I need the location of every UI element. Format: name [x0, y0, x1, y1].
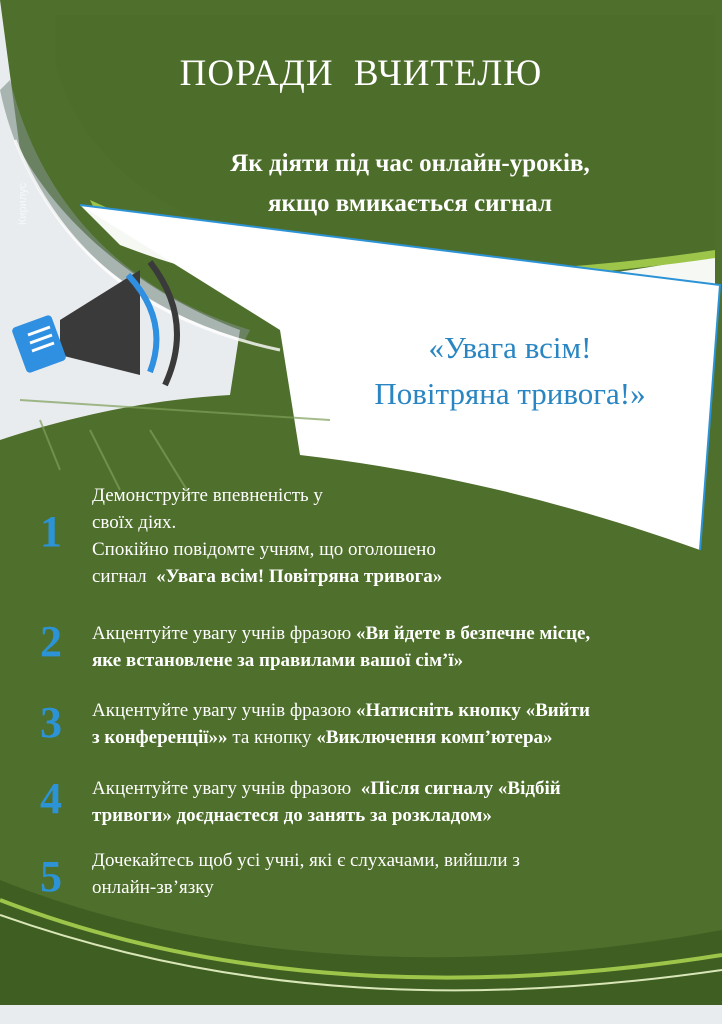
tip-text-plain: сигнал	[92, 566, 157, 587]
tip-line	[92, 802, 561, 829]
tip-number: 4	[40, 774, 62, 823]
signal-phrase	[320, 325, 700, 417]
side-word: Кирилус	[17, 182, 29, 225]
tip-text-bold: «Виключення комп’ютера»	[316, 727, 553, 748]
tip-text	[92, 847, 520, 901]
tip-text-bold: «Ви йдете в безпечне місце,	[355, 623, 591, 644]
tip-text-plain: Акцентуйте увагу учнів фразою	[92, 700, 356, 721]
tip-text	[92, 775, 561, 829]
subtitle-line-2: якщо вмикається сигнал	[268, 190, 552, 217]
tip-text-bold: «Натисніть кнопку «Вийти	[355, 700, 590, 721]
tip-text-bold: з конференції»»	[92, 727, 228, 748]
tip-text	[92, 697, 590, 751]
signal-line-2: Повітряна тривога!»	[374, 376, 646, 411]
signal-line-1: «Увага всім!	[428, 330, 592, 365]
tip-line	[92, 724, 590, 751]
tip-text-plain: Акцентуйте увагу учнів фразою	[92, 623, 356, 644]
bottom-edge	[0, 1005, 722, 1024]
tip-line	[92, 697, 590, 724]
tip-line	[92, 647, 590, 674]
tip-number: 1	[40, 507, 62, 556]
tip-number: 2	[40, 617, 62, 666]
tip-line	[92, 563, 442, 590]
tip-line	[92, 874, 520, 901]
tip-text-bold: яке встановлене за правилами вашої сім’ї»	[92, 650, 464, 671]
tip-text-plain: Акцентуйте увагу учнів фразою	[92, 778, 361, 799]
tip-text	[92, 482, 442, 590]
tip-line	[92, 509, 442, 536]
tip-text-bold: тривоги» доєднаєтеся до занять за розкладом»	[92, 805, 492, 826]
tip-text-bold: «Після сигналу «Відбій	[360, 778, 561, 799]
subtitle-line-1: Як діяти під час онлайн-уроків,	[230, 150, 590, 177]
tip-line	[92, 482, 442, 509]
tip-text-plain: Спокійно повідомте учням, що оголошено	[92, 539, 436, 560]
bottom-dark-swoosh	[0, 880, 722, 1024]
tip-text	[92, 620, 590, 674]
tip-line	[92, 847, 520, 874]
subtitle	[170, 144, 650, 224]
tip-text-bold: «Увага всім! Повітряна тривога»	[156, 566, 443, 587]
tip-text-plain: та кнопку	[227, 727, 317, 748]
tip-text-plain: Демонструйте впевненість у	[92, 485, 323, 506]
tip-text-plain: Дочекайтесь щоб усі учні, які є слухачами, вийшли з	[92, 850, 520, 871]
tip-line	[92, 620, 590, 647]
tip-text-plain: своїх діях.	[92, 512, 177, 533]
tip-number: 3	[40, 698, 62, 747]
page-title: ПОРАДИ ВЧИТЕЛЮ	[179, 53, 543, 94]
tip-number: 5	[40, 852, 62, 901]
tip-line	[92, 536, 442, 563]
tip-text-plain: онлайн-зв’язку	[92, 877, 214, 898]
tip-line	[92, 775, 561, 802]
